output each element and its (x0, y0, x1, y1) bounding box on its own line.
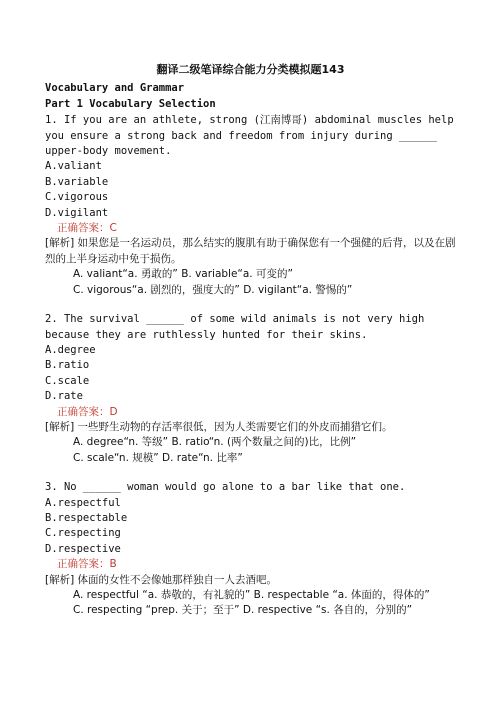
explanation: [解析] 体面的女性不会像她那样独自一人去酒吧。 (45, 573, 278, 586)
explanation: [解析] 一些野生动物的存活率很低，因为人类需要它们的外皮而捕猎它们。 (45, 420, 393, 433)
option-b: B.ratio (45, 359, 90, 372)
explanation-options-line: C. vigorous“a. 剧烈的，强度大的” D. vigilant“a. 警惕的” (73, 283, 353, 296)
question-1 (45, 113, 456, 298)
option-c: C.respecting (45, 527, 121, 540)
option-b: B.variable (45, 175, 109, 188)
correct-answer: 正确答案：D (57, 405, 118, 418)
option-d: D.respective (45, 542, 121, 555)
explanation-options-line: A. valiant“a. 勇敢的” B. variable“a. 可变的” (73, 268, 293, 281)
question-2 (45, 312, 456, 466)
explanation-options-line: A. degree“n. 等级” B. ratio“n. (两个数量之间的)比，比例” (73, 436, 357, 449)
explanation-options-line: C. scale“n. 规模” D. rate“n. 比率” (73, 451, 243, 464)
explanation: [解析] 如果您是一名运动员，那么结实的腹肌有助于确保您有一个强健的后背，以及在剧烈的上半身运动中免于损伤。 (45, 237, 456, 265)
option-a: A.valiant (45, 160, 102, 173)
option-a: A.degree (45, 343, 96, 356)
correct-answer: 正确答案：C (57, 222, 117, 235)
question-stem: 1. If you are an athlete, strong (江南博哥) abdominal muscles help you ensure a strong back and freedom from injury during ______ upper-body movement. (45, 114, 454, 158)
question-stem: 3. No ______ woman would go alone to a bar like that one. (45, 481, 406, 494)
option-c: C.vigorous (45, 191, 109, 204)
option-d: D.vigilant (45, 206, 109, 219)
question-3 (45, 480, 456, 619)
section-heading: Vocabulary and Grammar (45, 82, 185, 95)
explanation-options-line: A. respectful “a. 恭敬的，有礼貌的” B. respectable “a. 体面的，得体的” (73, 589, 430, 601)
part-heading: Part 1 Vocabulary Selection (45, 97, 216, 110)
option-a: A.respectful (45, 496, 121, 509)
explanation-options-line: C. respecting “prep. 关于；至于” D. respective “s. 各自的，分别的” (73, 604, 413, 617)
option-b: B.respectable (45, 511, 128, 524)
option-d: D.rate (45, 390, 83, 403)
correct-answer: 正确答案：B (57, 558, 117, 571)
option-c: C.scale (45, 374, 90, 387)
question-stem: 2. The survival ______ of some wild animals is not very high because they are ruthlessly hunted for their skins. (45, 313, 425, 341)
document-title: 翻译二级笔译综合能力分类模拟题143 (156, 63, 345, 76)
